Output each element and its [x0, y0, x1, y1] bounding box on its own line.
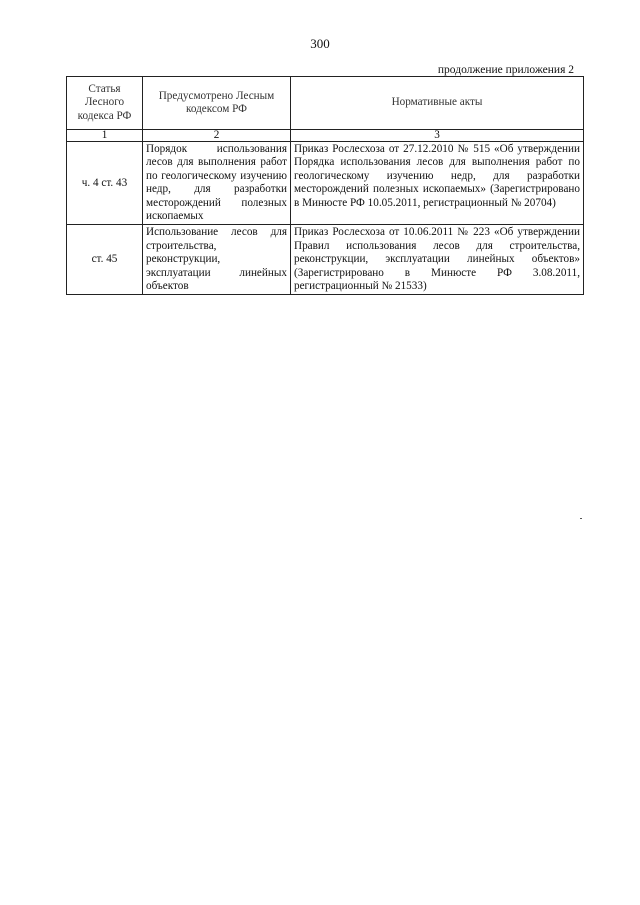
normative-acts-table	[66, 76, 584, 295]
column-number: 3	[291, 130, 584, 142]
table-row	[67, 142, 584, 225]
scan-speck	[580, 518, 582, 519]
row-act: Приказ Рослесхоза от 10.06.2011 № 223 «Об утверждении Правил использования лесов для строительства, реконструкции, эксплуатации линейных объектов» (Зарегистрировано в Минюсте РФ 3.08.2011, регистрационный № 21533)	[291, 225, 584, 295]
header-article: Статья Лесного кодекса РФ	[67, 77, 143, 130]
page-number: 300	[310, 36, 330, 51]
column-number: 1	[67, 130, 143, 142]
row-article: ст. 45	[67, 225, 143, 295]
column-number: 2	[143, 130, 291, 142]
row-provision: Использование лесов для строительства, реконструкции, эксплуатации линейных объектов	[143, 225, 291, 295]
table-row	[67, 225, 584, 295]
header-provision: Предусмотрено Лесным кодексом РФ	[143, 77, 291, 130]
table-header-row	[67, 77, 584, 130]
column-number-row	[67, 130, 584, 142]
row-act: Приказ Рослесхоза от 27.12.2010 № 515 «Об утверждении Порядка использования лесов для выполнения работ по геологическому изучению недр, для разработки месторождений полезных ископаемых» (Зарегистрировано в Минюсте РФ 10.05.2011, регистрационный № 20704)	[291, 142, 584, 225]
row-provision: Порядок использования лесов для выполнения работ по геологическому изучению недр, для разработки месторождений полезных ископаемых	[143, 142, 291, 225]
row-article: ч. 4 ст. 43	[67, 142, 143, 225]
header-acts: Нормативные акты	[291, 77, 584, 130]
continuation-note: продолжение приложения 2	[437, 64, 574, 76]
